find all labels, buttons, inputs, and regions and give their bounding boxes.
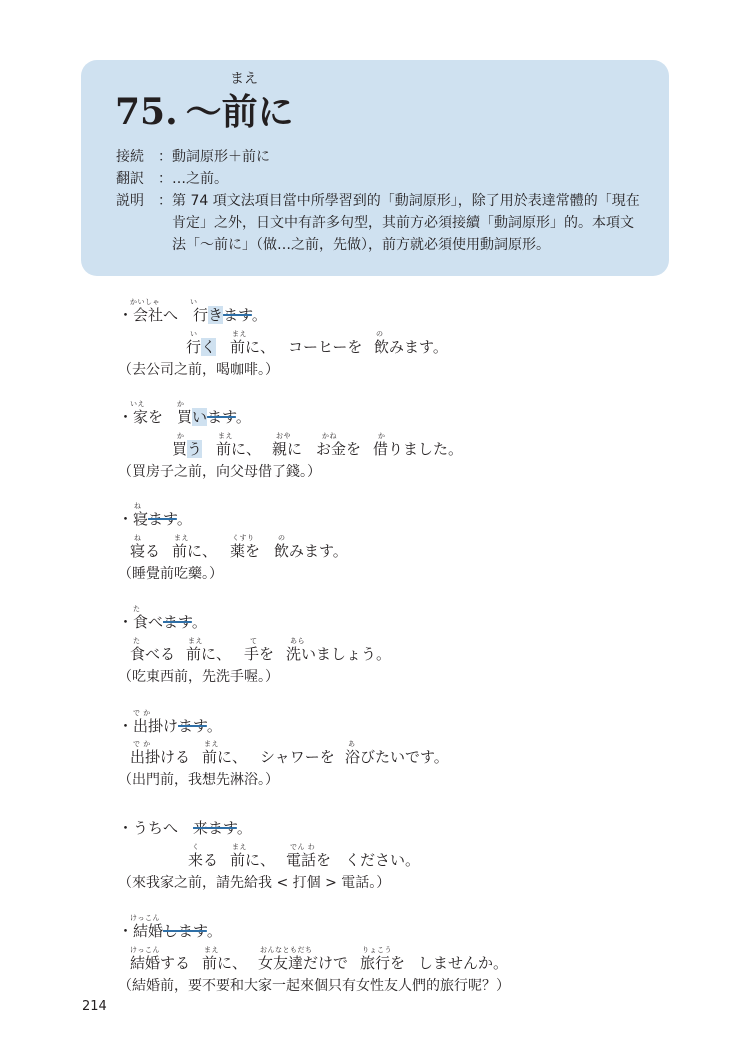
example-rest: お金を <box>316 440 362 458</box>
furigana: た <box>133 605 141 613</box>
example-dict-line: 買う <box>172 440 203 458</box>
example-mae: 前に、 <box>186 645 232 663</box>
furigana: ね <box>134 502 142 510</box>
furigana: まえ <box>232 843 247 851</box>
example-masu-line: ・食べます。 <box>118 613 207 631</box>
connection-row: 接続 ：動詞原形＋前に <box>116 146 270 168</box>
furigana: て <box>250 637 258 645</box>
explanation-row: 説明 ： <box>116 190 172 212</box>
example-masu-line: ・寝ます。 <box>118 510 192 528</box>
example-rest: シャワーを <box>260 748 335 766</box>
translation-row: 翻訳 ：…之前。 <box>116 168 228 190</box>
furigana: の <box>376 330 384 338</box>
example-rest: コーヒーを <box>288 338 363 356</box>
furigana: まえ <box>218 432 233 440</box>
furigana: か <box>378 432 386 440</box>
explanation-line: 肯定」之外，日文中有許多句型，其前方必須接續「動詞原形」的。本項文 <box>172 215 634 231</box>
furigana: まえ <box>188 637 203 645</box>
example-translation: （吃東西前，先洗手喔。） <box>118 669 279 685</box>
example-translation: （出門前，我想先淋浴。） <box>118 772 279 788</box>
example-rest: 手を <box>244 645 275 663</box>
example-rest: 飲みます。 <box>374 338 448 356</box>
furigana: ね <box>134 534 142 542</box>
furigana: おんなともだち <box>260 946 313 954</box>
furigana: いえ <box>130 400 145 408</box>
example-rest: 洗いましょう。 <box>286 645 392 663</box>
example-masu-line: ・結婚します。 <box>118 922 222 940</box>
example-mae: 前に、 <box>202 748 248 766</box>
furigana: でん わ <box>290 843 316 851</box>
example-rest: 浴びたいです。 <box>345 748 449 766</box>
furigana: おや <box>276 432 291 440</box>
furigana: りょこう <box>362 946 392 954</box>
grammar-pattern: ～前に <box>185 92 294 133</box>
furigana: かいしゃ <box>130 298 160 306</box>
furigana: けっこん <box>130 914 160 922</box>
furigana: まえ <box>204 946 219 954</box>
translation-value: …之前。 <box>172 171 228 187</box>
example-translation: （來我家之前，請先給我 < 打個 > 電話。） <box>118 875 391 891</box>
furigana: か <box>177 400 185 408</box>
furigana: まえ <box>204 740 219 748</box>
example-dict-line: 行く <box>186 338 217 356</box>
explanation-line: 第 74 項文法項目當中所學習到的「動詞原形」，除了用於表達常體的「現在 <box>172 193 640 209</box>
furigana: く <box>192 843 200 851</box>
example-dict: 寝る <box>130 542 161 560</box>
example-mae: 前に、 <box>230 338 276 356</box>
example-translation: （去公司之前，喝咖啡。） <box>118 362 279 378</box>
example-mae: 前に、 <box>172 542 218 560</box>
example-rest: 飲みます。 <box>274 542 348 560</box>
furigana: あら <box>290 637 305 645</box>
example-mae: 前に、 <box>202 954 248 972</box>
example-rest: 旅行を <box>360 954 406 972</box>
page-number: 214 <box>82 999 107 1014</box>
example-translation: （結婚前，要不要和大家一起來個只有女性友人們的旅行呢？） <box>118 978 510 994</box>
furigana: けっこん <box>130 946 160 954</box>
example-masu-line: ・会社へ 行きます。 <box>118 306 267 324</box>
example-rest: 女友達だけで <box>258 954 349 972</box>
example-translation: （睡覺前吃藥。） <box>118 566 223 582</box>
example-rest: 借りました。 <box>373 440 464 458</box>
furigana: まえ <box>174 534 189 542</box>
furigana: で か <box>133 740 151 748</box>
title-ruby: まえ <box>230 71 258 87</box>
translation-label: 翻訳 <box>116 171 144 187</box>
grammar-number: 75. <box>115 91 178 133</box>
furigana: い <box>190 330 198 338</box>
furigana: で か <box>133 709 151 717</box>
furigana: まえ <box>232 330 247 338</box>
connection-value: 動詞原形＋前に <box>172 149 270 165</box>
furigana: くすり <box>232 534 255 542</box>
furigana: の <box>278 534 286 542</box>
example-masu-line: ・出掛けます。 <box>118 717 222 735</box>
example-masu-line: ・家を 買います。 <box>118 408 251 426</box>
connection-label: 接続 <box>116 149 144 165</box>
furigana: か <box>177 432 185 440</box>
example-mae: 前に、 <box>230 851 276 869</box>
example-rest: 薬を <box>230 542 261 560</box>
example-dict: 出掛ける <box>130 748 191 766</box>
grammar-title <box>115 89 294 135</box>
example-dict: 食べる <box>130 645 176 663</box>
example-dict: 来る <box>188 851 219 869</box>
example-translation: （買房子之前，向父母借了錢。） <box>118 464 321 480</box>
example-masu-line: ・うちへ 来ます。 <box>118 819 252 837</box>
example-dict: 結婚する <box>130 954 191 972</box>
example-rest: 親に <box>272 440 303 458</box>
example-rest: しませんか。 <box>418 954 509 972</box>
furigana: い <box>190 298 198 306</box>
explanation-label: 説明 <box>116 193 144 209</box>
example-rest: 電話を <box>286 851 332 869</box>
furigana: た <box>133 637 141 645</box>
explanation-line: 法「～前に」（做…之前，先做），前方就必須使用動詞原形。 <box>172 237 550 253</box>
example-rest: ください。 <box>345 851 421 869</box>
furigana: かね <box>322 432 337 440</box>
example-mae: 前に、 <box>216 440 262 458</box>
furigana: あ <box>348 740 356 748</box>
